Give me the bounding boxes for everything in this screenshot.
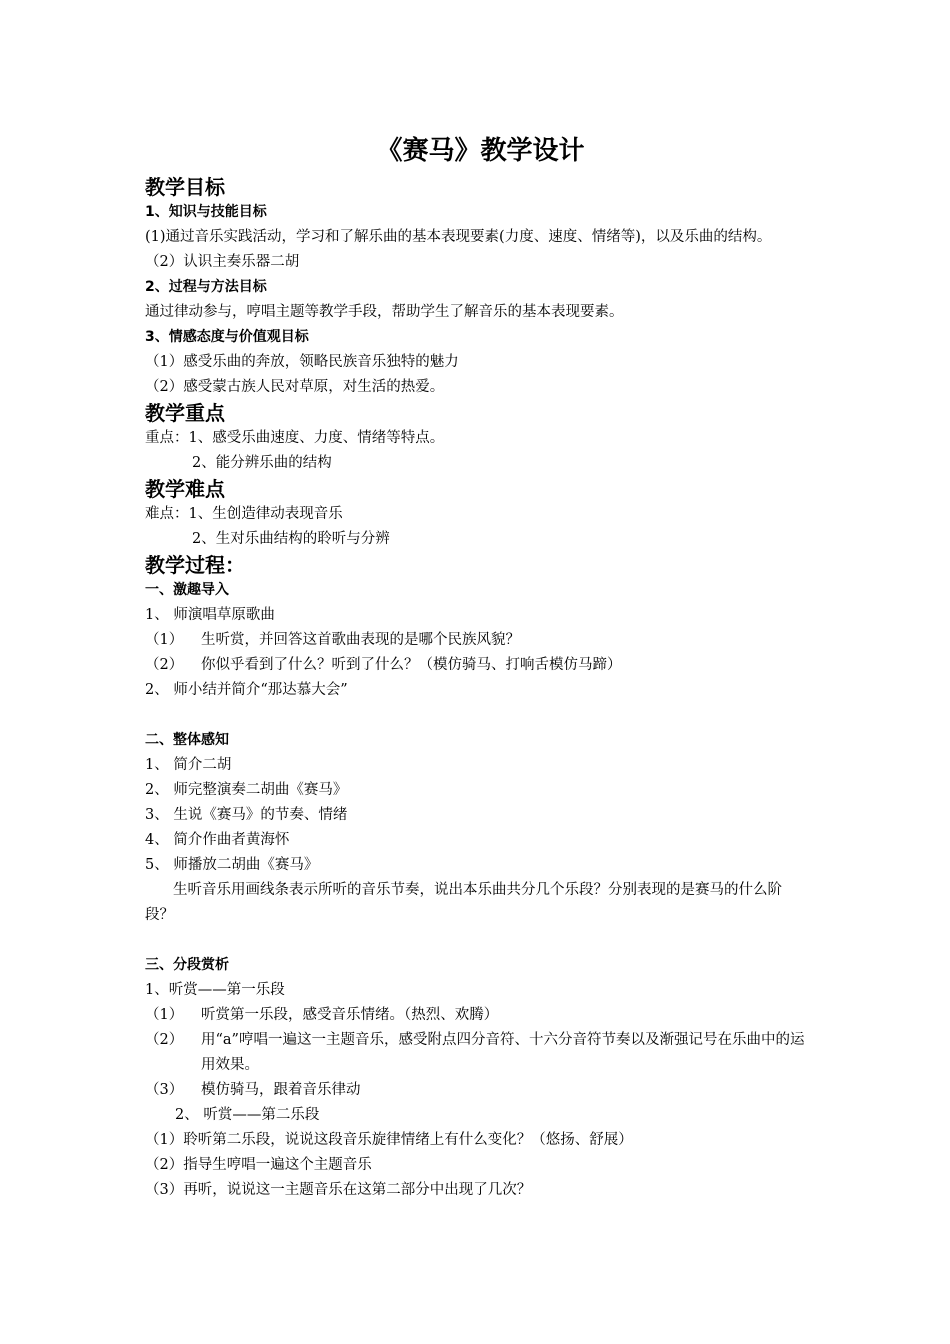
heading-process: 教学过程： [145,553,245,577]
list-text: 听赏第一乐段，感受音乐情绪。（热烈、欢腾） [201,1007,499,1023]
goals-sub1: 1、知识与技能目标 [145,204,267,220]
part1-l1: 1、 师演唱草原歌曲 [145,607,275,623]
heading-difficult-points: 教学难点 [145,477,225,501]
goals-sub2: 2、过程与方法目标 [145,279,267,295]
document-body [145,132,810,1203]
list-number: （3） [145,1082,184,1098]
list-number: （1） [145,632,184,648]
list-number: （1） [145,1007,184,1023]
part1-l2 [145,628,810,653]
goals-sub1-p2: （2）认识主奏乐器二胡 [145,254,300,270]
part1-title: 一、激趣导入 [145,582,229,598]
list-text: 你似乎看到了什么？听到了什么？（模仿骑马、打响舌模仿马蹄） [201,657,622,673]
part2-l2: 2、 师完整演奏二胡曲《赛马》 [145,782,348,798]
part2-title: 二、整体感知 [145,732,229,748]
list-text: 生听赏，并回答这首歌曲表现的是哪个民族风貌？ [201,632,520,648]
heading-goals: 教学目标 [145,175,225,199]
part3-title: 三、分段赏析 [145,957,229,973]
difficult-p1: 难点：1、生创造律动表现音乐 [145,506,343,522]
part3-l7: （2）指导生哼唱一遍这个主题音乐 [145,1157,372,1173]
blank-line [145,928,810,953]
part3-l5: 2、 听赏——第二乐段 [175,1107,320,1123]
part2-l5: 5、 师播放二胡曲《赛马》 [145,857,319,873]
part1-l4: 2、 师小结并简介“那达慕大会” [145,682,348,698]
part2-l4: 4、 简介作曲者黄海怀 [145,832,290,848]
list-number: （2） [145,657,184,673]
part3-l4 [145,1078,810,1103]
goals-sub1-p1: (1)通过音乐实践活动，学习和了解乐曲的基本表现要素(力度、速度、情绪等)，以及乐曲的结构。 [145,229,772,245]
part2-l3: 3、 生说《赛马》的节奏、情绪 [145,807,348,823]
part3-l1: 1、听赏——第一乐段 [145,982,285,998]
list-number: （2） [145,1032,184,1048]
heading-key-points: 教学重点 [145,401,225,425]
part2-l6: 生听音乐用画线条表示所听的音乐节奏，说出本乐曲共分几个乐段？分别表现的是赛马的什么阶段？ [145,882,782,923]
goals-sub3: 3、情感态度与价值观目标 [145,329,309,345]
part2-l1: 1、 简介二胡 [145,757,232,773]
page-title: 《赛马》教学设计 [376,136,585,166]
list-text: 用“a”哼唱一遍这一主题音乐，感受附点四分音符、十六分音符节奏以及渐强记号在乐曲中的运用效果。 [201,1032,805,1073]
part3-l2 [145,1003,810,1028]
goals-sub3-p2: （2）感受蒙古族人民对草原，对生活的热爱。 [145,379,445,395]
part1-l3 [145,653,810,678]
part3-l6: （1）聆听第二乐段，说说这段音乐旋律情绪上有什么变化？（悠扬、舒展） [145,1132,633,1148]
part3-l3 [145,1028,810,1078]
list-text: 模仿骑马，跟着音乐律动 [201,1082,361,1098]
goals-sub2-p1: 通过律动参与，哼唱主题等教学手段，帮助学生了解音乐的基本表现要素。 [145,304,624,320]
part3-l8: （3）再听，说说这一主题音乐在这第二部分中出现了几次？ [145,1182,532,1198]
key-p2: 2、能分辨乐曲的结构 [192,455,332,471]
difficult-p2: 2、生对乐曲结构的聆听与分辨 [192,531,390,547]
key-p1: 重点：1、感受乐曲速度、力度、情绪等特点。 [145,430,445,446]
goals-sub3-p1: （1）感受乐曲的奔放，领略民族音乐独特的魅力 [145,354,459,370]
blank-line [145,703,810,728]
